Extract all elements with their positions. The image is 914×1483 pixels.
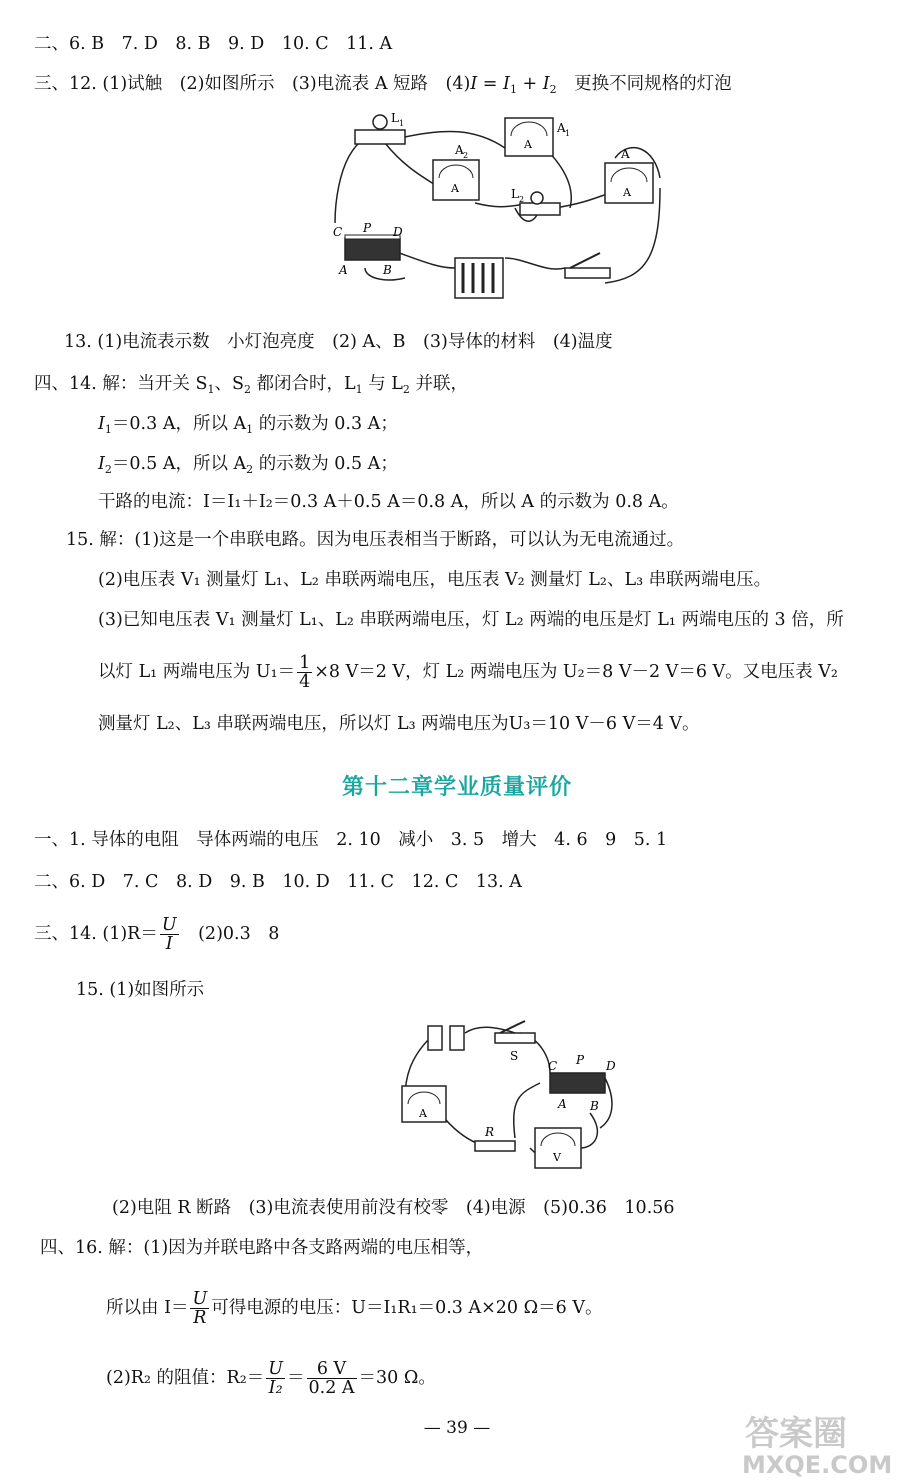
battery-cells — [428, 1026, 464, 1050]
answer-line-13: 13. (1)电流表示数 小灯泡亮度 (2) A、B (3)导体的材料 (4)温度 — [64, 332, 613, 352]
svg-text:C: C — [548, 1059, 558, 1073]
answer-line-15-2: (2)电压表 V₁ 测量灯 L₁、L₂ 串联两端电压，电压表 V₂ 测量灯 L₂、L₃ 串联两端电压。 — [98, 570, 772, 590]
answer-line-choice: 二、6. B 7. D 8. B 9. D 10. C 11. A — [34, 34, 393, 54]
svg-text:B: B — [590, 1099, 599, 1113]
svg-text:答案圈: 答案圈 — [745, 1414, 847, 1454]
voltmeter — [535, 1128, 581, 1168]
answer-line-16: 四、16. 解：(1)因为并联电路中各支路两端的电压相等， — [40, 1238, 484, 1258]
svg-text:A: A — [524, 138, 532, 151]
answer-line-12: 三、12. (1)试触 (2)如图所示 (3)电流表 A 短路 $(4)I = I_1 + I_2$ 更换不同规格的灯泡 — [34, 74, 732, 96]
fraction-u-over-i: $\frac{U}{I}$ — [161, 915, 177, 954]
svg-text:A: A — [623, 186, 631, 199]
ammeter-main — [605, 147, 653, 203]
svg-text:1: 1 — [565, 129, 571, 138]
rheostat-2 — [548, 1053, 616, 1113]
svg-text:A: A — [558, 1097, 567, 1111]
fraction-u-over-i2: $\frac{U}{\text{I₂}}$ — [268, 1359, 283, 1398]
answer-line-15-1: 15. 解：(1)这是一个串联电路。因为电压表相当于断路，可以认为无电流通过。 — [66, 530, 685, 550]
svg-text:S: S — [510, 1049, 519, 1063]
fraction-one-quarter: $\frac{1}{4}$ — [299, 653, 311, 692]
switch — [565, 253, 610, 278]
circuit-diagram-1 — [325, 108, 665, 318]
svg-text:R: R — [485, 1125, 495, 1139]
battery — [455, 258, 503, 298]
lamp-l2 — [511, 187, 560, 215]
watermark-logo — [730, 1405, 905, 1480]
answer-line-14-main: 干路的电流：I＝I₁＋I₂＝0.3 A＋0.5 A＝0.8 A，所以 A 的示数为 0.8 A。 — [98, 492, 679, 512]
svg-text:L: L — [511, 187, 519, 201]
svg-text:C: C — [333, 225, 343, 239]
resistor-r — [475, 1125, 515, 1151]
svg-text:A: A — [557, 121, 566, 135]
svg-text:P: P — [576, 1053, 585, 1067]
lamp-l1 — [355, 111, 405, 144]
answer-line-14: 四、14. 解：当开关 $S_1$、$S_2$ 都闭合时，$L_1$ 与 $L_2$ 并联， — [34, 374, 468, 396]
answer-line-choice-2: 二、6. D 7. C 8. D 9. B 10. D 11. C 12. C 13. A — [34, 872, 522, 892]
circuit-diagram-2 — [400, 1018, 630, 1188]
ammeter-a2 — [433, 143, 479, 200]
svg-text:D: D — [606, 1059, 616, 1073]
answer-line-14-2: 三、14. (1)R＝ $\frac{U}{I}$ (2)0.3 8 — [34, 915, 280, 954]
ammeter-a1 — [505, 118, 570, 156]
answer-line-14-i2: $I_2=0.5$ A，所以 $A_2$ 的示数为 0.5 A； — [98, 454, 398, 476]
svg-text:P: P — [363, 221, 372, 235]
svg-text:A: A — [455, 143, 464, 157]
ammeter-2 — [402, 1086, 446, 1122]
answer-line-15-5: 测量灯 L₂、L₃ 串联两端电压，所以灯 L₃ 两端电压为U₃＝10 V－6 V＝4 V。 — [98, 714, 700, 734]
svg-text:A: A — [339, 263, 348, 277]
svg-text:D: D — [393, 225, 403, 239]
answer-line-15-rest: (2)电阻 R 断路 (3)电流表使用前没有校零 (4)电源 (5)0.36 10.56 — [112, 1198, 675, 1218]
answer-line-16-2: (2)R₂ 的阻值：R₂＝ $\frac{U}{\text{I₂}}$ ＝ $\frac{6 V}{0.2 A}$ ＝30 Ω。 — [106, 1359, 436, 1398]
answer-line-15-4: 以灯 L₁ 两端电压为 U₁＝ $\frac{1}{4}$ ×8 V＝2 V，灯 L₂ 两端电压为 U₂＝8 V－2 V＝6 V。又电压表 V₂ — [98, 653, 838, 692]
svg-text:1: 1 — [399, 119, 405, 128]
svg-text:A: A — [419, 1107, 427, 1120]
answer-line-16-1: 所以由 I＝ $\frac{U}{R}$ 可得电源的电压：U＝I₁R₁＝0.3 A×20 Ω＝6 V。 — [106, 1289, 603, 1328]
svg-text:MXQE.COM: MXQE.COM — [742, 1451, 893, 1479]
rheostat — [333, 221, 403, 277]
svg-text:A: A — [621, 147, 630, 161]
answer-line-fill: 一、1. 导体的电阻 导体两端的电压 2. 10 减小 3. 5 增大 4. 6 9 5. 1 — [34, 830, 668, 850]
fraction-u-over-r: $\frac{U}{R}$ — [192, 1289, 208, 1328]
chapter-heading: 第十二章学业质量评价 — [341, 774, 572, 800]
svg-text:2: 2 — [519, 195, 525, 204]
answer-line-15-fig: 15. (1)如图所示 — [76, 980, 205, 1000]
svg-text:L: L — [391, 111, 399, 125]
page-number: — 39 — — [423, 1418, 491, 1438]
answer-line-14-i1: $I_1=0.3$ A，所以 $A_1$ 的示数为 0.3 A； — [98, 414, 398, 436]
fraction-6v-over-02a: $\frac{6 V}{0.2 A}$ — [308, 1359, 355, 1398]
switch-s — [495, 1021, 535, 1063]
svg-text:A: A — [451, 182, 459, 195]
answer-line-15-3: (3)已知电压表 V₁ 测量灯 L₁、L₂ 串联两端电压，灯 L₂ 两端的电压是灯 L₁ 两端电压的 3 倍，所 — [98, 610, 844, 630]
svg-text:2: 2 — [463, 151, 469, 160]
svg-text:B: B — [383, 263, 392, 277]
svg-text:V: V — [553, 1151, 561, 1164]
